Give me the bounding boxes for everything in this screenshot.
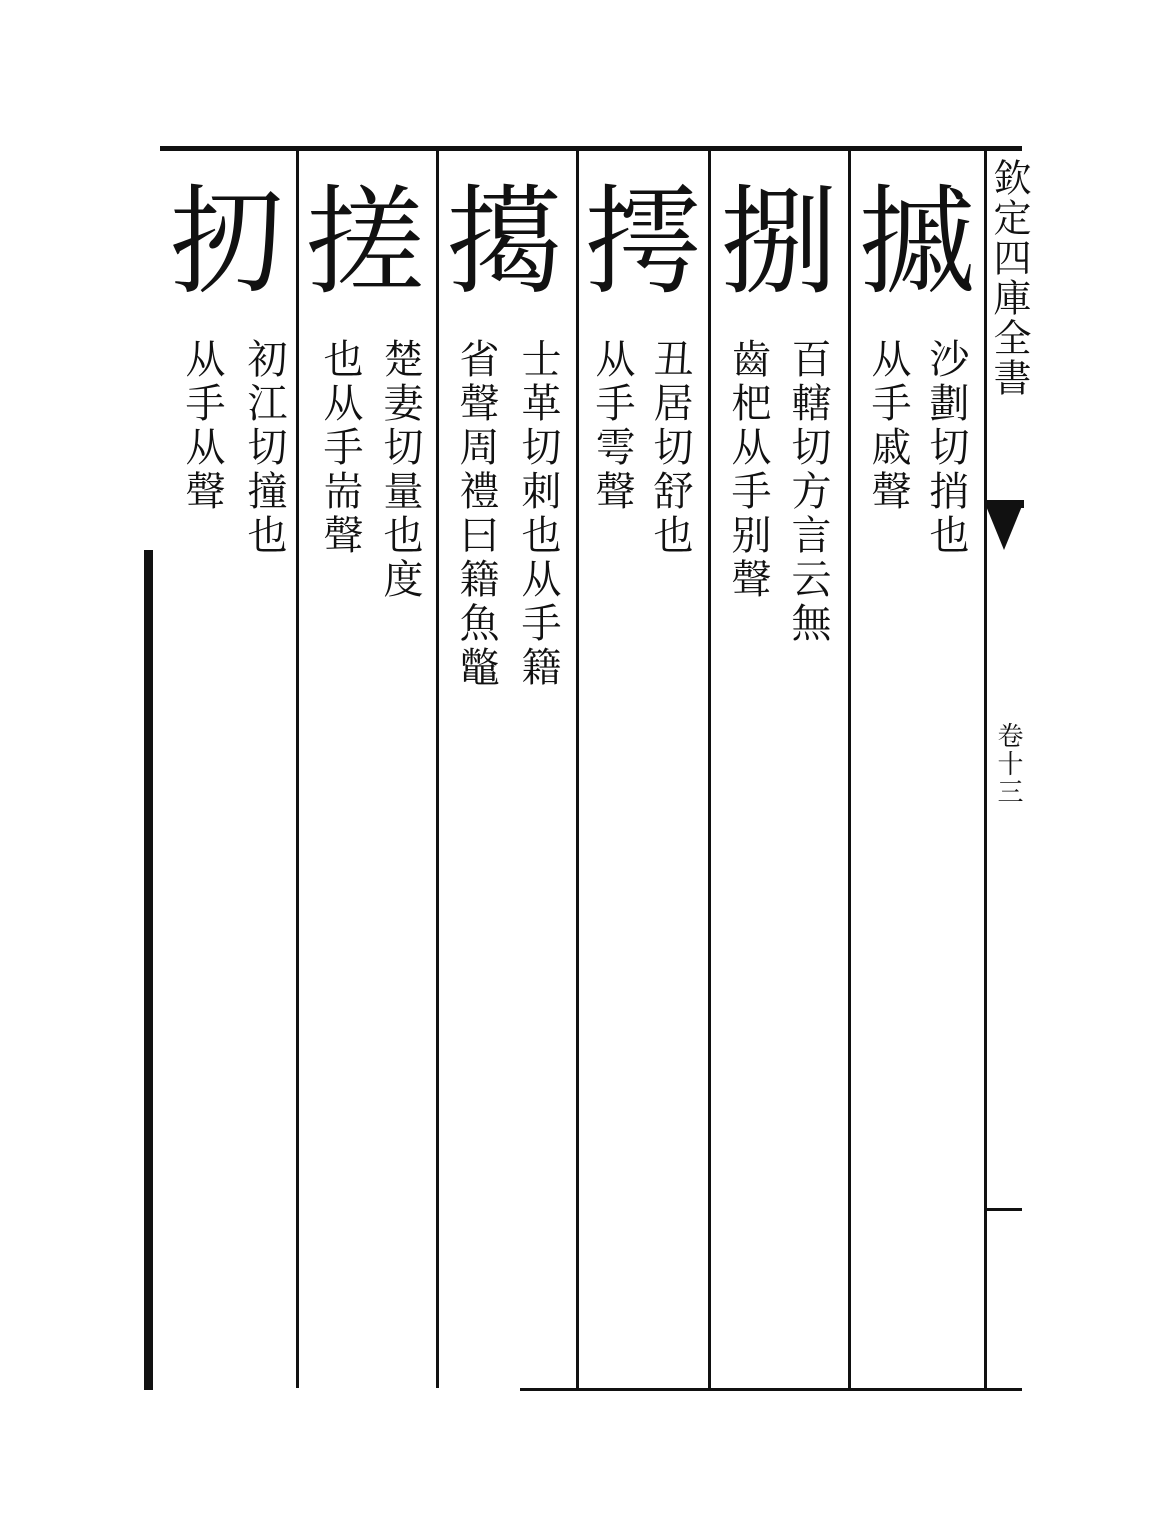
left-border (144, 550, 153, 1390)
entry-line: 楚妻切量也度 (377, 338, 423, 602)
entry-line: 百轄切方言云無 (785, 338, 831, 646)
entry-line: 从手从聲 (179, 338, 225, 514)
entry-headword: 捌 (719, 173, 838, 311)
entry-line: 齒杷从手别聲 (725, 338, 771, 602)
column-divider (576, 150, 579, 1388)
bottom-border (520, 1388, 1022, 1391)
entry-headword: 搓 (305, 173, 424, 311)
column-divider (848, 150, 851, 1388)
entry-line: 沙劃切捎也 (923, 338, 969, 558)
entry-line: 士革切刺也从手籍 (515, 338, 561, 690)
column-divider (296, 150, 299, 1388)
column-divider (708, 150, 711, 1388)
entry-line: 也从手耑聲 (317, 338, 363, 558)
fishtail-mark (986, 506, 1022, 550)
book-title: 欽定四庫全書 (987, 158, 1031, 398)
entry-headword: 擖 (445, 173, 564, 311)
entry-line: 省聲周禮曰籍魚鼈 (453, 338, 499, 690)
entry-headword: 扨 (167, 173, 286, 311)
entry-line: 初江切撞也 (241, 338, 287, 558)
entry-headword: 摵 (857, 173, 976, 311)
entry-line: 从手雩聲 (589, 338, 635, 514)
margin-lower-rule (984, 1208, 1022, 1211)
top-border (160, 146, 1022, 151)
entry-headword: 摴 (583, 173, 702, 311)
volume-label: 卷十三 (993, 722, 1023, 806)
column-divider (436, 150, 439, 1388)
entry-line: 丑居切舒也 (647, 338, 693, 558)
entry-line: 从手戚聲 (865, 338, 911, 514)
